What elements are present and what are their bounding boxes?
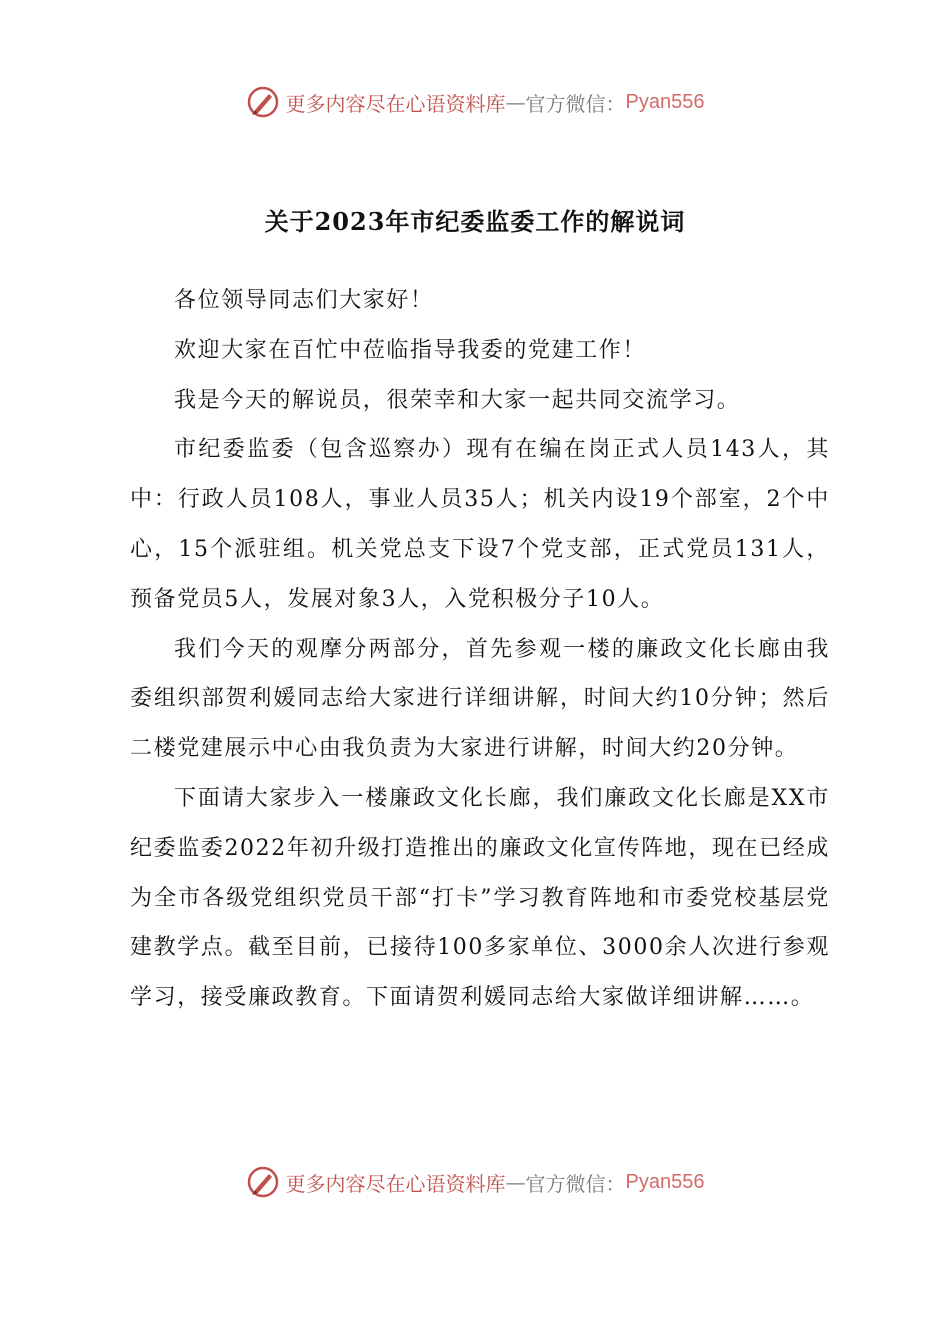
paragraph-intro: 我是今天的解说员，很荣幸和大家一起共同交流学习。 bbox=[174, 387, 741, 413]
document-body bbox=[130, 276, 830, 1023]
document-title: 关于2023年市纪委监委工作的解说词 bbox=[264, 207, 686, 236]
footer-banner bbox=[0, 1160, 950, 1204]
separator: — bbox=[505, 90, 526, 114]
pen-logo-icon bbox=[246, 85, 280, 119]
wechat-id: Pyan556 bbox=[625, 90, 705, 113]
separator: — bbox=[505, 1170, 526, 1194]
promo-text: 更多内容尽在心语资料库 bbox=[285, 1171, 506, 1196]
wechat-label: 官方微信： bbox=[525, 91, 626, 116]
paragraph-staffing: 市纪委监委（包含巡察办）现有在编在岗正式人员143人，其中：行政人员108人，事业人员35人；机关内设19个部室，2个中心，15个派驻组。机关党总支下设7个党支部，正式党员131人，预备党员5人，发展对象3人，入党积极分子10人。 bbox=[130, 437, 830, 612]
wechat-label: 官方微信： bbox=[525, 1171, 626, 1196]
paragraph-schedule: 我们今天的观摩分两部分，首先参观一楼的廉政文化长廊由我委组织部贺利媛同志给大家进行详细讲解，时间大约10分钟；然后二楼党建展示中心由我负责为大家进行讲解，时间大约20分钟。 bbox=[130, 636, 830, 762]
paragraph-greeting: 各位领导同志们大家好！ bbox=[174, 288, 434, 313]
paragraph-corridor: 下面请大家步入一楼廉政文化长廊，我们廉政文化长廊是XX市纪委监委2022年初升级打造推出的廉政文化宣传阵地，现在已经成为全市各级党组织党员干部“打卡”学习教育阵地和市委党校基层党建教学点。截至目前，已接待100多家单位、3000余人次进行参观学习，接受廉政教育。下面请贺利媛同志给大家做详细讲解……。 bbox=[130, 785, 830, 1011]
promo-text: 更多内容尽在心语资料库 bbox=[285, 91, 506, 116]
pen-logo-icon bbox=[246, 1165, 280, 1199]
paragraph-welcome: 欢迎大家在百忙中莅临指导我委的党建工作！ bbox=[174, 337, 647, 363]
header-banner bbox=[0, 80, 950, 124]
wechat-id: Pyan556 bbox=[625, 1170, 705, 1193]
